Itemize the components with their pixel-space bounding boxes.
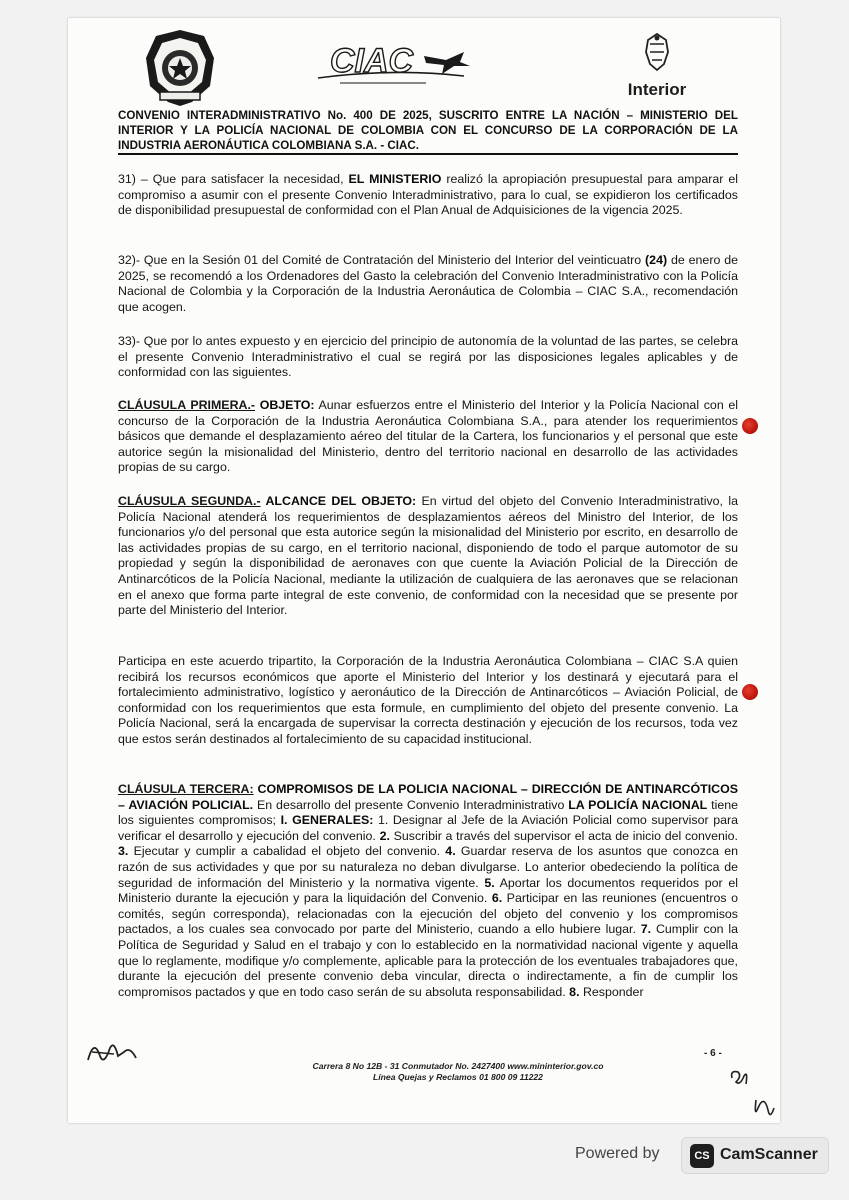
page-number: - 6 - [704,1048,722,1059]
ciac-logo-text: CIAC [330,42,414,80]
signature-initials-right [728,1068,780,1122]
signature-initials-left [84,1034,142,1068]
camscanner-brand: CamScanner [720,1146,818,1163]
clausula-tercera: CLÁUSULA TERCERA: COMPROMISOS DE LA POLICIA NACIONAL – DIRECCIÓN DE ANTINARCÓTICOS – AVIACIÓN POLICIAL. En desarrollo del presente Convenio Interadministrativo LA POLICÍA NACIONAL tiene los siguientes compromisos; I. GENERALES: 1. Designar al Jefe de la Aviación Policial como supervisor para verificar el desarrollo y ejecución del convenio. 2. Suscribir a través del supervisor el acta de inicio del convenio. 3. Ejecutar y cumplir a cabalidad el objeto del convenio. 4. Guardar reserva de los asuntos que conozca en razón de sus actividades y que por su naturaleza no deban divulgarse. Lo anterior obedeciendo la política de seguridad de información del Ministerio y la normativa vigente. 5. Aportar los documentos requeridos por el Ministerio durante la ejecución y para la liquidación del Convenio. 6. Participar en las reuniones (encuentros o comités, según corresponda), relacionadas con la ejecución del objeto del convenio y los compromisos pactados, a los cuales sea convocado por parte del Ministerio, cuando a ello hubiere lugar. 7. Cumplir con la Política de Seguridad y Salud en el trabajo y con lo establecido en la normatividad nacional vigente y aquella que lo reglamente, modifique y/o complemente, aplicable para la protección de los eventuales trabajadores que, durante la ejecución del presente convenio deba vincular, directa o indirectamente, a fin de cumplir los compromisos pactados y que en todo caso serán de su absoluta responsabilidad. 8. Responder [118,782,739,999]
powered-by-label: Powered by [575,1145,660,1162]
paragraph-31: 31) – Que para satisfacer la necesidad, EL MINISTERIO realizó la apropiación presupuestal para amparar el compromiso a asumir con el presente Convenio Interadministrativo, para lo cual, se expidieron los certificados de disponibilidad presupuestal de conformidad con el Plan Anual de Adquisiciones de la vigencia 2025. [118,172,738,218]
clausula-primera: CLÁUSULA PRIMERA.- OBJETO: Aunar esfuerzos entre el Ministerio del Interior y la Policía Nacional con el concurso de la Corporación de la Industria Aeronáutica Colombiana S.A., para atender los requerimientos básicos que demande el desplazamiento aéreo del titular de la Cartera, los funcionarios y el personal que este autorice según la misionalidad del Ministerio, dentro del territorio nacional en desarrollo de las actividades propias de su cargo. [118,398,739,475]
camscanner-icon: CS [690,1144,714,1168]
camscanner-badge[interactable] [681,1137,829,1174]
document-title: CONVENIO INTERADMINISTRATIVO No. 400 DE 2025, SUSCRITO ENTRE LA NACIÓN – MINISTERIO DEL INTERIOR Y LA POLICÍA NACIONAL DE COLOMBIA CON EL CONCURSO DE LA CORPORACIÓN DE LA INDUSTRIA AERONÁUTICA COLOMBIANA S.A. - CIAC. [118,109,738,152]
ciac-logo [314,42,476,88]
footer-address: Carrera 8 No 12B - 31 Conmutador No. 2427400 www.mininterior.gov.co Línea Quejas y Reclamos 01 800 09 11222 [312,1061,604,1082]
paragraph-33: 33)- Que por lo antes expuesto y en ejercicio del principio de autonomía de la voluntad de las partes, se celebra el presente Convenio Interadministrativo el cual se regirá por las disposiciones legales aplicables y de conformidad con las siguientes. [118,334,738,380]
header-divider [118,153,738,155]
interior-logo-text: Interior [627,80,687,99]
police-seal-logo [142,28,218,108]
interior-logo [616,30,698,102]
document-page [68,18,780,1123]
clausula-segunda: CLÁUSULA SEGUNDA.- ALCANCE DEL OBJETO: En virtud del objeto del Convenio Interadministrativo, la Policía Nacional atenderá los requerimientos de desplazamientos aéreos del Ministro del Interior, de los funcionarios y/o del personal que esta autorice según la misionalidad del Ministerio por escrito, en desarrollo de las actividades propias de su cargo, en el territorio nacional, disponiendo de todo el parque automotor de su propiedad y según la disponibilidad de aeronaves con que cuente la Aviación Policial de la Dirección de Antinarcóticos de la Policía Nacional, mediante la utilización de cualquiera de las aeronaves que se relacionan en el anexo que forma parte integral de este convenio, de conformidad con la necesidad que se presente por parte del Ministerio del Interior. [118,494,739,618]
red-margin-dot [742,684,758,700]
paragraph-32: 32)- Que en la Sesión 01 del Comité de Contratación del Ministerio del Interior del veinticuatro (24) de enero de 2025, se recomendó a los Ordenadores del Gasto la celebración del Convenio Interadministrativo con la Policía Nacional de Colombia y la Corporación de la Industria Aeronáutica de Colombia – CIAC S.A., recomendación que acogen. [118,253,738,314]
red-margin-dot [742,418,758,434]
paragraph-participa: Participa en este acuerdo tripartito, la Corporación de la Industria Aeronáutica Colombiana – CIAC S.A quien recibirá los recursos económicos que aporte el Ministerio del Interior y los destinará y ejecutará para el fortalecimiento administrativo, logístico y aeronáutico de la Dirección de Antinarcóticos – Aviación Policial, de conformidad con los requerimientos que esta formule, en cumplimiento del objeto del presente convenio. La Policía Nacional, será la encargada de supervisar la correcta destinación y ejecución de los recursos, toda vez que estos serán destinados al fortalecimiento de su capacidad institucional. [118,654,738,746]
